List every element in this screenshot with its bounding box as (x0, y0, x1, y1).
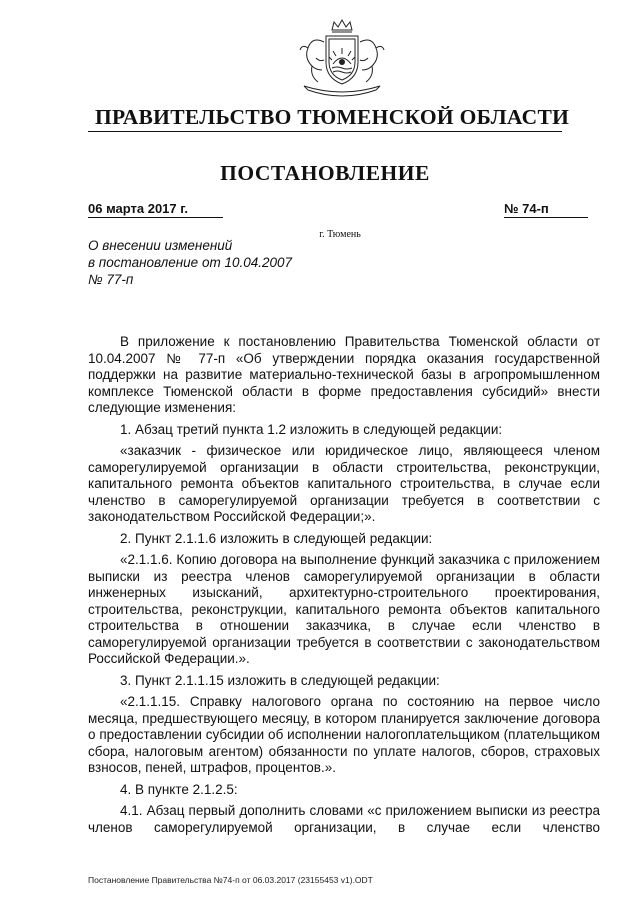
government-title: ПРАВИТЕЛЬСТВО ТЮМЕНСКОЙ ОБЛАСТИ (95, 105, 570, 129)
subject-line: в постановление от 10.04.2007 (88, 255, 293, 270)
page-footer: Постановление Правительства №74-п от 06.03.2017 (23155453 v1).ODT (88, 875, 373, 885)
coat-of-arms-icon (290, 18, 394, 102)
item-2-text: «2.1.1.6. Копию договора на выполнение функций заказчика с приложением выписки из реестра членов саморегулируемой организации в области инженерных изысканий, архитектурно-строительного проектирования, строительства, реконструкции, капитального ремонта объектов капитального строительства в отношении заказчика, в случае если членство в саморегулируемой организации требуется в соответствии с законодательством Российской Федерации.». (88, 552, 600, 666)
subject-line: О внесении изменений (88, 238, 233, 253)
document-type: ПОСТАНОВЛЕНИЕ (220, 161, 430, 185)
item-3-text: «2.1.1.15. Справку налогового органа по состоянию на первое число месяца, предшествующего месяцу, в котором планируется заключение договора о предоставлении субсидии об исполнении налогоплательщиком (плательщиком сбора, налоговым агентом) обязанности по уплате налогов, сборов, страховых взносов, пеней, штрафов, процентов.». (88, 694, 600, 775)
item-1-heading: 1. Абзац третий пункта 1.2 изложить в следующей редакции: (120, 421, 503, 437)
item-4-1-text: 4.1. Абзац первый дополнить словами «с приложением выписки из реестра членов саморегулируемой организации, в случае если членство (88, 803, 600, 835)
document-subject (88, 237, 348, 288)
title-divider (88, 131, 562, 132)
item-4-heading: 4. В пункте 2.1.2.5: (120, 781, 238, 797)
intro-paragraph: В приложение к постановлению Правительства Тюменской области от 10.04.2007 № 77-п «Об утверждении порядка оказания государственной поддержки на развитие материально-технической базы в агропромышленном комплексе Тюменской области в форме предоставления субсидий» внести следующие изменения: (88, 334, 600, 415)
item-3-heading: 3. Пункт 2.1.1.15 изложить в следующей редакции: (120, 672, 440, 688)
document-date: 06 марта 2017 г. (88, 201, 223, 218)
document-body (88, 334, 600, 836)
document-number: № 74-п (504, 201, 588, 218)
item-1-text: «заказчик - физическое или юридическое лицо, являющееся членом саморегулируемой организации в области строительства, реконструкции, капитального ремонта объектов капитального строительства, в случае если членство в саморегулируемой организации требуется в соответствии с законодательством Российской Федерации;». (88, 443, 600, 524)
subject-line: № 77-п (88, 272, 134, 287)
document-city: г. Тюмень (319, 229, 361, 240)
item-2-heading: 2. Пункт 2.1.1.6 изложить в следующей редакции: (120, 530, 433, 546)
